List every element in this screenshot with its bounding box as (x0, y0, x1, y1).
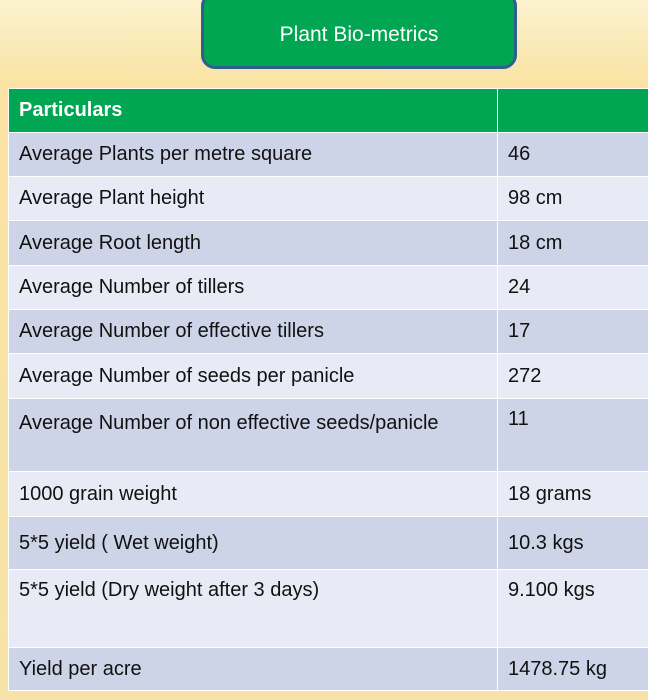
table-row (9, 177, 648, 221)
table-row (9, 221, 648, 266)
table-row (9, 517, 648, 570)
table-row (9, 266, 648, 310)
row-value: 10.3 kgs (498, 517, 648, 570)
row-label: Average Root length (9, 221, 498, 266)
table-row (9, 570, 648, 648)
row-value: 11 (498, 399, 648, 472)
row-label: Yield per acre (9, 648, 498, 691)
table-row (9, 472, 648, 517)
row-label: Average Number of seeds per panicle (9, 354, 498, 399)
biometrics-table (8, 88, 648, 691)
header-value (498, 89, 648, 133)
row-label: Average Number of non effective seeds/panicle (9, 399, 498, 472)
table-row (9, 648, 648, 691)
header-particulars: Particulars (9, 89, 498, 133)
table-row (9, 354, 648, 399)
table-row (9, 133, 648, 177)
row-value: 9.100 kgs (498, 570, 648, 648)
row-label: 1000 grain weight (9, 472, 498, 517)
table-row (9, 310, 648, 354)
row-label: Average Number of effective tillers (9, 310, 498, 354)
slide-title (201, 0, 517, 69)
row-label: Average Plant height (9, 177, 498, 221)
row-value: 272 (498, 354, 648, 399)
table-header-row (9, 89, 648, 133)
row-value: 46 (498, 133, 648, 177)
table-row (9, 399, 648, 472)
row-value: 18 cm (498, 221, 648, 266)
row-value: 98 cm (498, 177, 648, 221)
row-label: 5*5 yield ( Wet weight) (9, 517, 498, 570)
row-value: 18 grams (498, 472, 648, 517)
slide-title-text: Plant Bio-metrics (279, 22, 439, 46)
row-value: 1478.75 kg (498, 648, 648, 691)
row-label: 5*5 yield (Dry weight after 3 days) (9, 570, 498, 648)
row-label: Average Plants per metre square (9, 133, 498, 177)
row-label: Average Number of tillers (9, 266, 498, 310)
row-value: 24 (498, 266, 648, 310)
row-value: 17 (498, 310, 648, 354)
